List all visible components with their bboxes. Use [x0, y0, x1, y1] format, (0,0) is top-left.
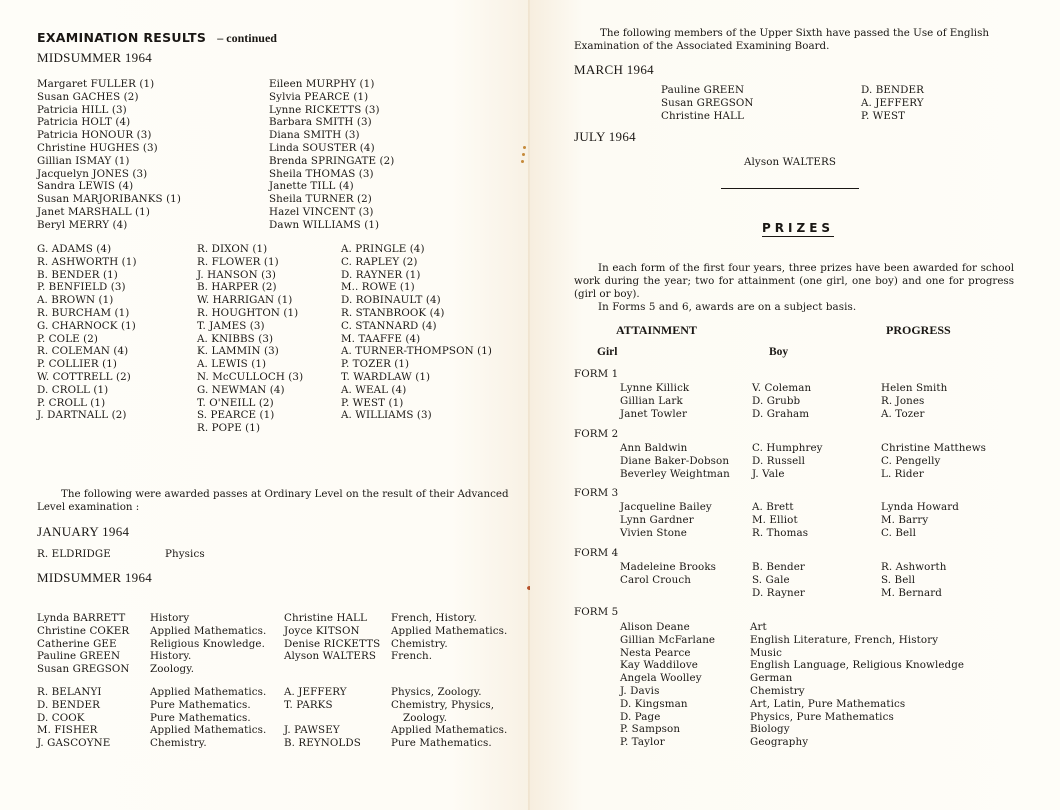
student-name: Alison Deane	[620, 621, 690, 633]
prizes-heading	[762, 217, 834, 236]
list-item: Diana SMITH (3)	[269, 129, 360, 142]
subject: Applied Mathematics.	[150, 624, 267, 637]
use-of-english-intro: The following members of the Upper Sixth have passed the Use of English Examination of the Associated Examining Board.	[574, 27, 990, 52]
student-name: D. Page	[620, 710, 661, 723]
boys-list-col2	[197, 243, 303, 435]
form5-names	[620, 621, 715, 749]
girls-list-col2	[269, 78, 394, 232]
form5-subjects	[750, 621, 964, 749]
list-item: A. WEAL (4)	[341, 383, 407, 396]
form5-label: FORM 5	[574, 606, 619, 618]
list-item: Susan GACHES (2)	[37, 90, 139, 103]
subject: Religious Knowledge.	[150, 637, 265, 650]
list-item: T. O'NEILL (2)	[197, 396, 274, 409]
list-item: Sheila THOMAS (3)	[269, 167, 374, 180]
list-item: Beryl MERRY (4)	[37, 218, 128, 231]
ol-boys-left-subjects	[150, 686, 266, 750]
subject: Applied Mathematics.	[391, 724, 508, 737]
march-heading: MARCH 1964	[574, 62, 654, 77]
student-name: Gillian McFarlane	[620, 633, 716, 646]
student-name: Lynda BARRETT	[37, 612, 126, 624]
progress-winner: Helen Smith	[881, 382, 948, 394]
subject: Geography	[750, 736, 809, 749]
girl-winner: Ann Baldwin	[620, 442, 688, 454]
list-item: R. BURCHAM (1)	[37, 306, 130, 319]
form-label: FORM 1	[574, 368, 619, 380]
boy-winner: B. Bender	[752, 561, 805, 573]
subject: Physics, Zoology.	[391, 686, 482, 698]
list-item: C. STANNARD (4)	[341, 319, 437, 332]
boy-winner: D. Russell	[752, 454, 806, 467]
progress-column	[881, 501, 959, 539]
list-item: J. HANSON (3)	[197, 268, 276, 281]
list-item: G. ADAMS (4)	[37, 243, 112, 255]
student-name: Susan GREGSON	[37, 663, 130, 676]
boy-winner: D. Grubb	[752, 394, 801, 407]
subject: Pure Mathematics.	[150, 698, 251, 711]
boys-column	[752, 442, 823, 480]
girl-winner: Madeleine Brooks	[620, 561, 717, 573]
list-item: R. POPE (1)	[197, 422, 261, 435]
boy-winner: C. Humphrey	[752, 442, 823, 454]
progress-winner: R. Jones	[881, 394, 925, 407]
progress-winner: M. Bernard	[881, 586, 942, 599]
boys-list-col3	[341, 243, 492, 422]
july-heading: JULY 1964	[574, 129, 636, 144]
subject: Chemistry	[750, 684, 805, 697]
ol-girls-left-names	[37, 612, 130, 676]
list-item: Janet MARSHALL (1)	[37, 205, 150, 218]
list-item: B. BENDER (1)	[37, 268, 118, 281]
list-item: P. CROLL (1)	[37, 396, 106, 409]
section-title	[37, 27, 277, 46]
girls-column	[620, 382, 689, 420]
right-page	[530, 0, 1060, 810]
subject: Physics, Pure Mathematics	[750, 710, 894, 723]
student-name: A. JEFFERY	[284, 686, 347, 698]
list-item: A. JEFFERY	[861, 96, 924, 109]
list-item: Brenda SPRINGATE (2)	[269, 154, 395, 167]
student-name: P. Sampson	[620, 723, 681, 736]
list-item: N. McCULLOCH (3)	[197, 370, 304, 383]
list-item: Pauline GREEN	[661, 84, 745, 96]
ol-girls-left-subjects	[150, 612, 266, 676]
girl-winner: Beverley Weightman	[620, 467, 730, 480]
list-item: R. COLEMAN (4)	[37, 345, 129, 358]
girl-winner: Lynn Gardner	[620, 513, 694, 526]
student-name: Denise RICKETTS	[284, 637, 381, 650]
subject: French, History.	[391, 612, 477, 624]
list-item: S. PEARCE (1)	[197, 409, 275, 422]
girls-column	[620, 442, 730, 480]
midsummer-heading: MIDSUMMER 1964	[37, 50, 153, 65]
subject: Chemistry.	[391, 637, 448, 650]
july-name: Alyson WALTERS	[744, 156, 837, 168]
list-item: K. LAMMIN (3)	[197, 345, 279, 358]
student-name: J. GASCOYNE	[37, 737, 111, 750]
student-name: D. Kingsman	[620, 697, 688, 710]
progress-winner: Lynda Howard	[881, 501, 959, 513]
list-item: D. RAYNER (1)	[341, 268, 421, 281]
subject: History	[150, 612, 190, 624]
list-item: M.. ROWE (1)	[341, 281, 415, 294]
boy-winner: D. Rayner	[752, 586, 805, 599]
boy-winner: A. Brett	[752, 501, 794, 513]
boy-winner: S. Gale	[752, 573, 790, 586]
list-item: Sheila TURNER (2)	[269, 193, 372, 206]
list-item: Christine HUGHES (3)	[37, 141, 158, 154]
boys-column	[752, 501, 808, 539]
progress-winner: R. Ashworth	[881, 561, 947, 573]
list-item: R. STANBROOK (4)	[341, 306, 445, 319]
list-item: Hazel VINCENT (3)	[269, 205, 374, 218]
subject: German	[750, 672, 793, 685]
ol-boys-right-subjects	[391, 686, 507, 750]
list-item: D. ROBINAULT (4)	[341, 294, 441, 307]
student-name: Pauline GREEN	[37, 650, 121, 663]
list-item: P. COLLIER (1)	[37, 358, 117, 371]
student-name: D. COOK	[37, 711, 85, 724]
progress-column	[881, 442, 986, 480]
student-name: M. FISHER	[37, 724, 98, 737]
list-item: C. RAPLEY (2)	[341, 255, 418, 268]
subject: Pure Mathematics.	[391, 737, 492, 750]
ordinary-level-intro: The following were awarded passes at Ordinary Level on the result of their Advanced Level examination :	[37, 488, 509, 513]
list-item: W. HARRIGAN (1)	[197, 294, 293, 307]
list-item: A. KNIBBS (3)	[197, 332, 274, 345]
boys-list-col1	[37, 243, 137, 422]
progress-winner: S. Bell	[881, 573, 916, 586]
student-name: Christine HALL	[284, 612, 367, 624]
subject: Music	[750, 646, 783, 659]
subject: Applied Mathematics.	[391, 624, 508, 637]
list-item: A. WILLIAMS (3)	[341, 409, 432, 422]
ol-boys-left-names	[37, 686, 110, 750]
list-item: Jacquelyn JONES (3)	[37, 167, 148, 180]
list-item: W. COTTRELL (2)	[37, 370, 131, 383]
boy-winner: M. Elliot	[752, 513, 798, 526]
student-name: Kay Waddilove	[620, 659, 698, 672]
progress-column	[881, 382, 947, 420]
list-item: T. JAMES (3)	[197, 319, 265, 332]
subject: Applied Mathematics.	[150, 686, 267, 698]
list-item: D. CROLL (1)	[37, 383, 109, 396]
boys-column	[752, 561, 805, 599]
list-item: Lynne RICKETTS (3)	[269, 103, 380, 116]
subject: Pure Mathematics.	[150, 711, 251, 724]
list-item: Patricia HONOUR (3)	[37, 129, 152, 142]
subject: History.	[150, 650, 192, 663]
list-item: P. WEST (1)	[341, 396, 404, 409]
girl-winner: Lynne Killick	[620, 382, 690, 394]
student-name: D. BENDER	[37, 698, 100, 711]
progress-winner: C. Pengelly	[881, 454, 941, 467]
list-item: Linda SOUSTER (4)	[269, 141, 375, 154]
boy-winner: R. Thomas	[752, 526, 809, 539]
ol-boys-right-names	[284, 686, 361, 750]
girls-column	[620, 501, 712, 539]
progress-winner: L. Rider	[881, 467, 924, 480]
student-name: Angela Woolley	[620, 672, 702, 685]
list-item: R. DIXON (1)	[197, 243, 268, 255]
student-name: B. REYNOLDS	[284, 737, 361, 750]
ol-girls-right-subjects	[391, 612, 507, 663]
list-item: A. PRINGLE (4)	[341, 243, 425, 255]
student-name: T. PARKS	[284, 698, 333, 711]
girl-winner: Carol Crouch	[620, 573, 691, 586]
paper-speck	[522, 153, 525, 156]
subject-continued: Zoology.	[403, 711, 448, 724]
progress-header: PROGRESS	[886, 323, 951, 337]
subject: Chemistry.	[150, 737, 207, 750]
subject: Art	[750, 621, 767, 633]
list-item: R. FLOWER (1)	[197, 255, 279, 268]
list-item: Sylvia PEARCE (1)	[269, 90, 369, 103]
spacer	[284, 712, 361, 725]
list-item: A. LEWIS (1)	[197, 358, 267, 371]
subject: English Language, Religious Knowledge	[750, 659, 965, 672]
title-suffix: – continued	[217, 31, 277, 45]
boys-column	[752, 382, 811, 420]
subject: French.	[391, 650, 433, 663]
girl-winner: Vivien Stone	[620, 526, 687, 539]
march-list-col1	[661, 84, 754, 122]
girls-list-col1	[37, 78, 181, 232]
student-name: J. Davis	[620, 684, 660, 697]
list-item: Eileen MURPHY (1)	[269, 78, 375, 90]
list-item: D. BENDER	[861, 84, 924, 96]
january-subject: Physics	[165, 548, 205, 560]
title: EXAMINATION RESULTS	[37, 30, 207, 45]
list-item: Patricia HILL (3)	[37, 103, 127, 116]
girl-winner: Gillian Lark	[620, 394, 683, 407]
list-item: B. HARPER (2)	[197, 281, 277, 294]
subject: Art, Latin, Pure Mathematics	[750, 697, 906, 710]
january-heading: JANUARY 1964	[37, 524, 130, 539]
list-item: Barbara SMITH (3)	[269, 116, 372, 129]
list-item: G. CHARNOCK (1)	[37, 319, 136, 332]
subject: Biology	[750, 723, 790, 736]
student-name: Nesta Pearce	[620, 646, 691, 659]
list-item: G. NEWMAN (4)	[197, 383, 285, 396]
prizes-paragraph-1: In each form of the first four years, three prizes have been awarded for school work during the year; two for attainment (one girl, one boy) and one for progress (girl or boy).	[574, 262, 1014, 300]
girl-header: Girl	[597, 346, 618, 358]
list-item: Dawn WILLIAMS (1)	[269, 218, 380, 231]
list-item: A. TURNER-THOMPSON (1)	[341, 345, 492, 358]
student-name: Alyson WALTERS	[284, 650, 377, 663]
list-item: P. WEST	[861, 109, 906, 122]
girl-winner	[620, 587, 716, 600]
march-list-col2	[861, 84, 924, 122]
girls-column	[620, 561, 716, 599]
midsummer2-heading: MIDSUMMER 1964	[37, 570, 153, 585]
progress-winner: A. Tozer	[881, 407, 925, 420]
prizes-title: PRIZES	[762, 221, 835, 235]
student-name: Joyce KITSON	[284, 624, 360, 637]
list-item: M. TAAFFE (4)	[341, 332, 421, 345]
list-item: Susan MARJORIBANKS (1)	[37, 193, 181, 206]
student-name: P. Taylor	[620, 736, 665, 749]
student-name: R. BELANYI	[37, 686, 102, 698]
subject: Chemistry, Physics,	[391, 698, 495, 711]
progress-winner: M. Barry	[881, 513, 929, 526]
boy-header: Boy	[769, 346, 789, 358]
student-name: Christine COKER	[37, 624, 130, 637]
girl-winner: Jacqueline Bailey	[620, 501, 712, 513]
subject: Applied Mathematics.	[150, 724, 267, 737]
list-item: P. COLE (2)	[37, 332, 99, 345]
list-item: Gillian ISMAY (1)	[37, 154, 130, 167]
boy-winner: D. Graham	[752, 407, 810, 420]
paper-speck	[521, 160, 524, 163]
list-item: R. HOUGHTON (1)	[197, 306, 299, 319]
prizes-paragraph-2: In Forms 5 and 6, awards are on a subject basis.	[598, 301, 857, 313]
ol-girls-right-names	[284, 612, 380, 663]
subject: Zoology.	[150, 663, 195, 676]
boy-winner: J. Vale	[752, 467, 785, 480]
list-item: Margaret FULLER (1)	[37, 78, 155, 90]
january-name: R. ELDRIDGE	[37, 548, 111, 560]
list-item: P. TOZER (1)	[341, 358, 410, 371]
student-name: Catherine GEE	[37, 637, 117, 650]
list-item: R. ASHWORTH (1)	[37, 255, 137, 268]
girl-winner: Janet Towler	[620, 407, 687, 420]
list-item: P. BENFIELD (3)	[37, 281, 126, 294]
list-item: Janette TILL (4)	[269, 180, 354, 193]
progress-column	[881, 561, 946, 599]
divider	[721, 188, 859, 189]
paper-speck	[523, 146, 526, 149]
girl-winner: Diane Baker-Dobson	[620, 454, 730, 467]
subject: English Literature, French, History	[750, 633, 939, 646]
student-name: J. PAWSEY	[284, 724, 340, 737]
list-item: T. WARDLAW (1)	[341, 370, 431, 383]
list-item: Susan GREGSON	[661, 96, 754, 109]
list-item: Christine HALL	[661, 109, 744, 122]
form-label: FORM 2	[574, 428, 619, 440]
boy-winner: V. Coleman	[752, 382, 812, 394]
list-item: J. DARTNALL (2)	[37, 409, 127, 422]
progress-winner: C. Bell	[881, 526, 917, 539]
list-item: Patricia HOLT (4)	[37, 116, 131, 129]
list-item: Sandra LEWIS (4)	[37, 180, 134, 193]
progress-winner: Christine Matthews	[881, 442, 987, 454]
form-label: FORM 3	[574, 487, 619, 499]
list-item: A. BROWN (1)	[37, 294, 114, 307]
attainment-header: ATTAINMENT	[616, 323, 697, 337]
form-label: FORM 4	[574, 547, 619, 559]
